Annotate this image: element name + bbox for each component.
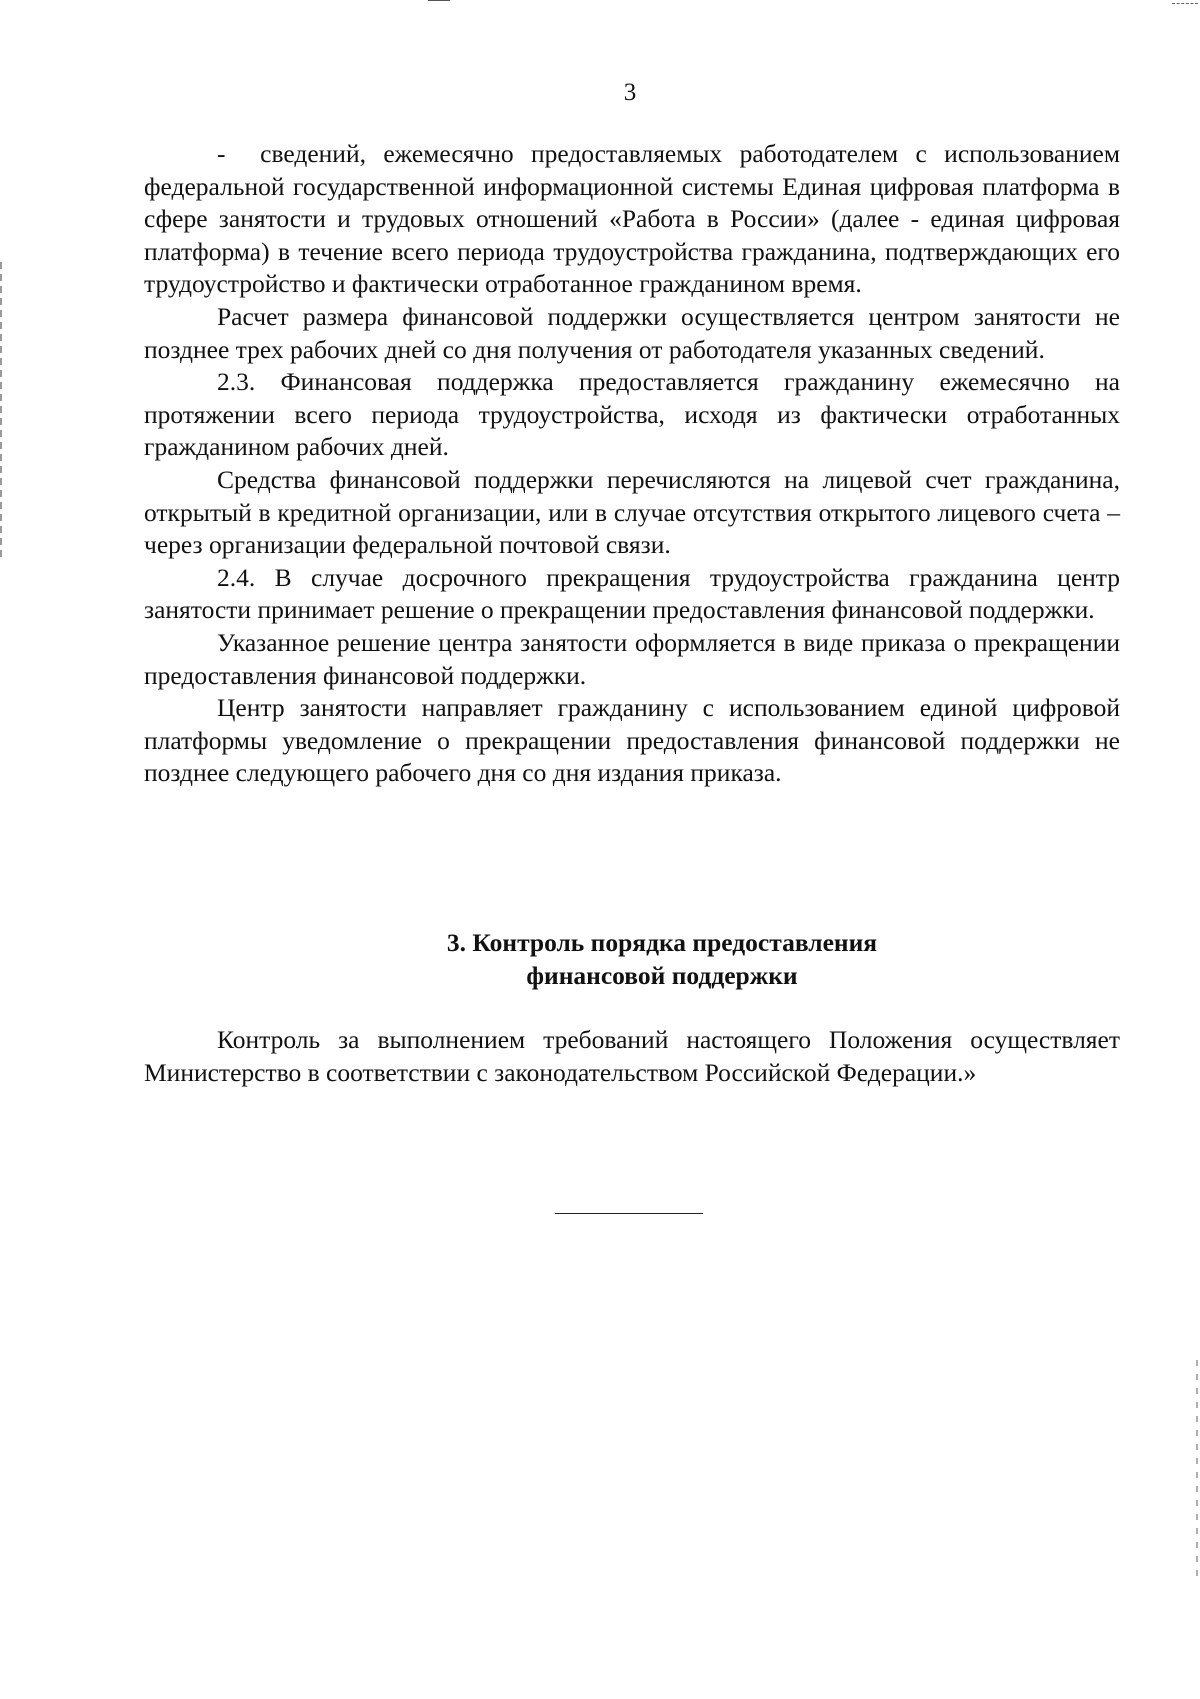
paragraph-notification: Центр занятости направляет гражданину с использованием единой цифровой платформы уведомление о прекращении предоставления финансовой поддержки не позднее следующего рабочего дня со дня издания приказа.: [144, 693, 1120, 788]
end-of-document-rule: [555, 1213, 703, 1214]
page-number: 3: [623, 79, 637, 106]
scan-artifact-right-edge: [1196, 1360, 1198, 1580]
scan-artifact-left-edge: [0, 262, 2, 562]
paragraph-2-4: 2.4. В случае досрочного прекращения трудоустройства гражданина центр занятости принимает решение о прекращении предоставления финансовой поддержки.: [144, 562, 1120, 625]
paragraph-funds-transfer: Средства финансовой поддержки перечисляются на лицевой счет гражданина, открытый в кредитной организации, или в случае отсутствия открытого лицевого счета – через организации федеральной почтовой связи.: [144, 464, 1120, 560]
section-3-heading-line-2: финансовой поддержки: [526, 961, 798, 990]
scan-artifact-top: [428, 0, 450, 1]
paragraph-employer-info: - сведений, ежемесячно предоставляемых работодателем с использованием федеральной государственной информационной системы Единая цифровая платформа в сфере занятости и трудовых отношений «Работа в России» (далее - единая цифровая платформа) в течение всего периода трудоустройства гражданина, подтверждающих его трудоустройство и фактически отработанное гражданином время.: [144, 139, 1120, 299]
paragraph-calculation: Расчет размера финансовой поддержки осуществляется центром занятости не позднее трех рабочих дней со дня получения от работодателя указанных сведений.: [144, 301, 1120, 364]
paragraph-2-3: 2.3. Финансовая поддержка предоставляется гражданину ежемесячно на протяжении всего периода трудоустройства, исходя из фактически отработанных гражданином рабочих дней.: [144, 367, 1120, 462]
paragraph-control: Контроль за выполнением требований настоящего Положения осуществляет Министерство в соответствии с законодательством Российской Федерации.»: [144, 1025, 1120, 1087]
section-3-heading-line-1: 3. Контроль порядка предоставления: [446, 928, 878, 957]
body-text: [144, 138, 1120, 790]
section-3-heading: [144, 926, 1180, 992]
section-3-body: [144, 1024, 1120, 1089]
paragraph-decision-order: Указанное решение центра занятости оформляется в виде приказа о прекращении предоставления финансовой поддержки.: [144, 627, 1120, 690]
scan-artifact-top-right: [1172, 3, 1198, 4]
